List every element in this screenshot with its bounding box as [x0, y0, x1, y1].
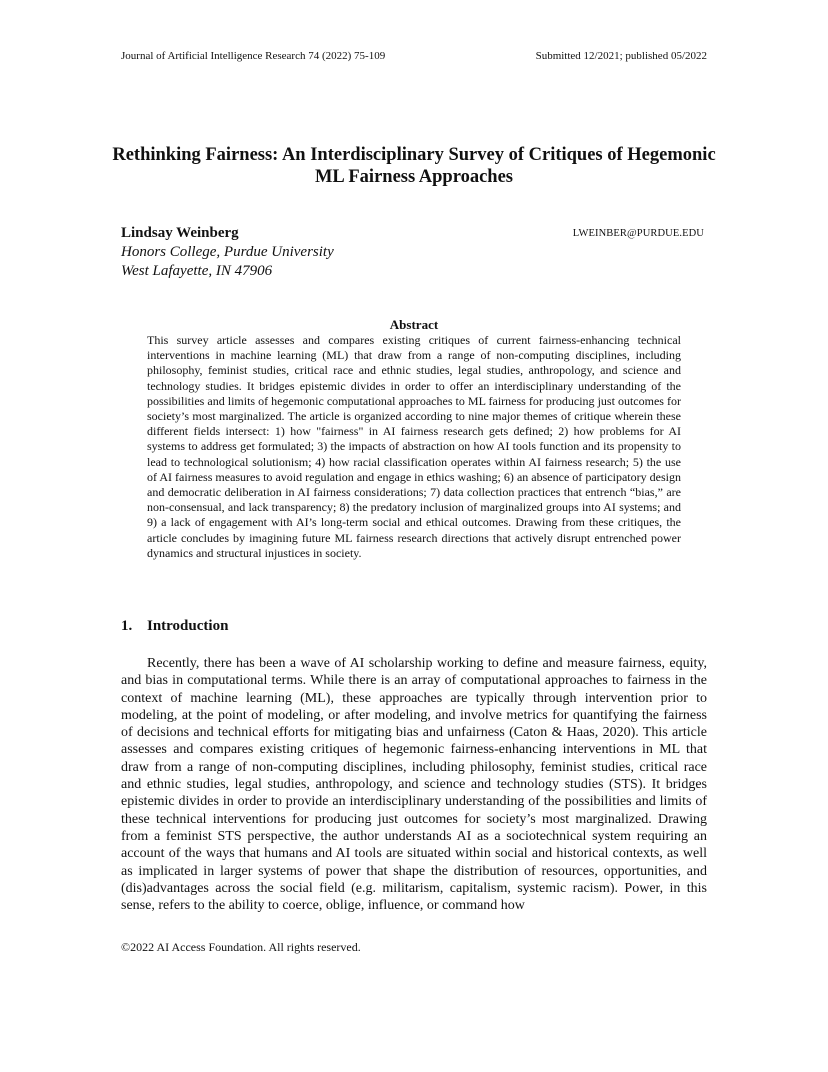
section-number: 1. — [121, 618, 133, 634]
abstract-text: This survey article assesses and compares existing critiques of current fairness-enhancing technical interventions in machine learning (ML) that draw from a range of non-computing disciplines, including philosophy, feminist studies, critical race and ethnic studies, legal studies, anthropology, and science and technology studies. It bridges epistemic divides in order to offer an interdisciplinary understanding of the possibilities and limits of hegemonic computational approaches to ML fairness for producing just outcomes for society’s most marginalized. The article is organized according to nine major themes of critique wherein these different fields intersect: 1) how "fairness" in AI fairness research gets defined; 2) how problems for AI systems to address get formulated; 3) the impacts of abstraction on how AI tools function and its propensity to lead to technological solutionism; 4) how racial classification operates within AI fairness research; 5) the use of AI fairness measures to avoid regulation and engage in ethics washing; 6) an absence of participatory design and democratic deliberation in AI fairness considerations; 7) data collection practices that entrench “bias,” are non-consensual, and lack transparency; 8) the predatory inclusion of marginalized groups into AI systems; and 9) a lack of engagement with AI’s long-term social and ethical outcomes. Drawing from these critiques, the article concludes by imagining future ML fairness research directions that actively disrupt entrenched power dynamics and structural injustices in society. — [147, 333, 681, 560]
submission-dates: Submitted 12/2021; published 05/2022 — [535, 50, 707, 62]
author-email: LWEINBER@PURDUE.EDU — [572, 228, 704, 239]
journal-header: Journal of Artificial Intelligence Research 74 (2022) 75-109 — [121, 50, 386, 62]
section-heading — [121, 618, 228, 635]
section-title: Introduction — [147, 618, 229, 634]
abstract-heading: Abstract — [389, 317, 439, 332]
paper-title: Rethinking Fairness: An Interdisciplinary Survey of Critiques of Hegemonic ML Fairness Approaches — [112, 145, 716, 187]
introduction-paragraph: Recently, there has been a wave of AI scholarship working to define and measure fairness, equity, and bias in computational terms. While there is an array of computational approaches to fairness in the context of machine learning (ML), these approaches are typically through intervention prior to modeling, at the point of modeling, or after modeling, and involve metrics for quantifying the fairness of decisions and technical efforts for mitigating bias and unfairness (Caton & Haas, 2020). This article assesses and compares existing critiques of hegemonic fairness-enhancing interventions in ML that draw from a range of non-computing disciplines, including philosophy, feminist studies, critical race and ethnic studies, legal studies, anthropology, and science and technology studies (STS). It bridges epistemic divides in order to provide an interdisciplinary understanding of the possibilities and limits of these technical interventions for producing just outcomes for society’s most marginalized. Drawing from a feminist STS perspective, the author understands AI as a sociotechnical system requiring an account of the ways that humans and AI tools are situated within social and historical contexts, as well as implicated in larger systems of power that shape the distribution of resources, opportunities, and (dis)advantages across the social field (e.g. militarism, capitalism, systemic racism). Power, in this sense, refers to the ability to coerce, oblige, influence, or command how — [121, 656, 707, 914]
author-name: Lindsay Weinberg — [121, 225, 239, 241]
author-affiliation: Honors College, Purdue University — [121, 244, 334, 260]
copyright-footer: ©2022 AI Access Foundation. All rights reserved. — [121, 940, 361, 954]
author-address: West Lafayette, IN 47906 — [121, 263, 273, 279]
